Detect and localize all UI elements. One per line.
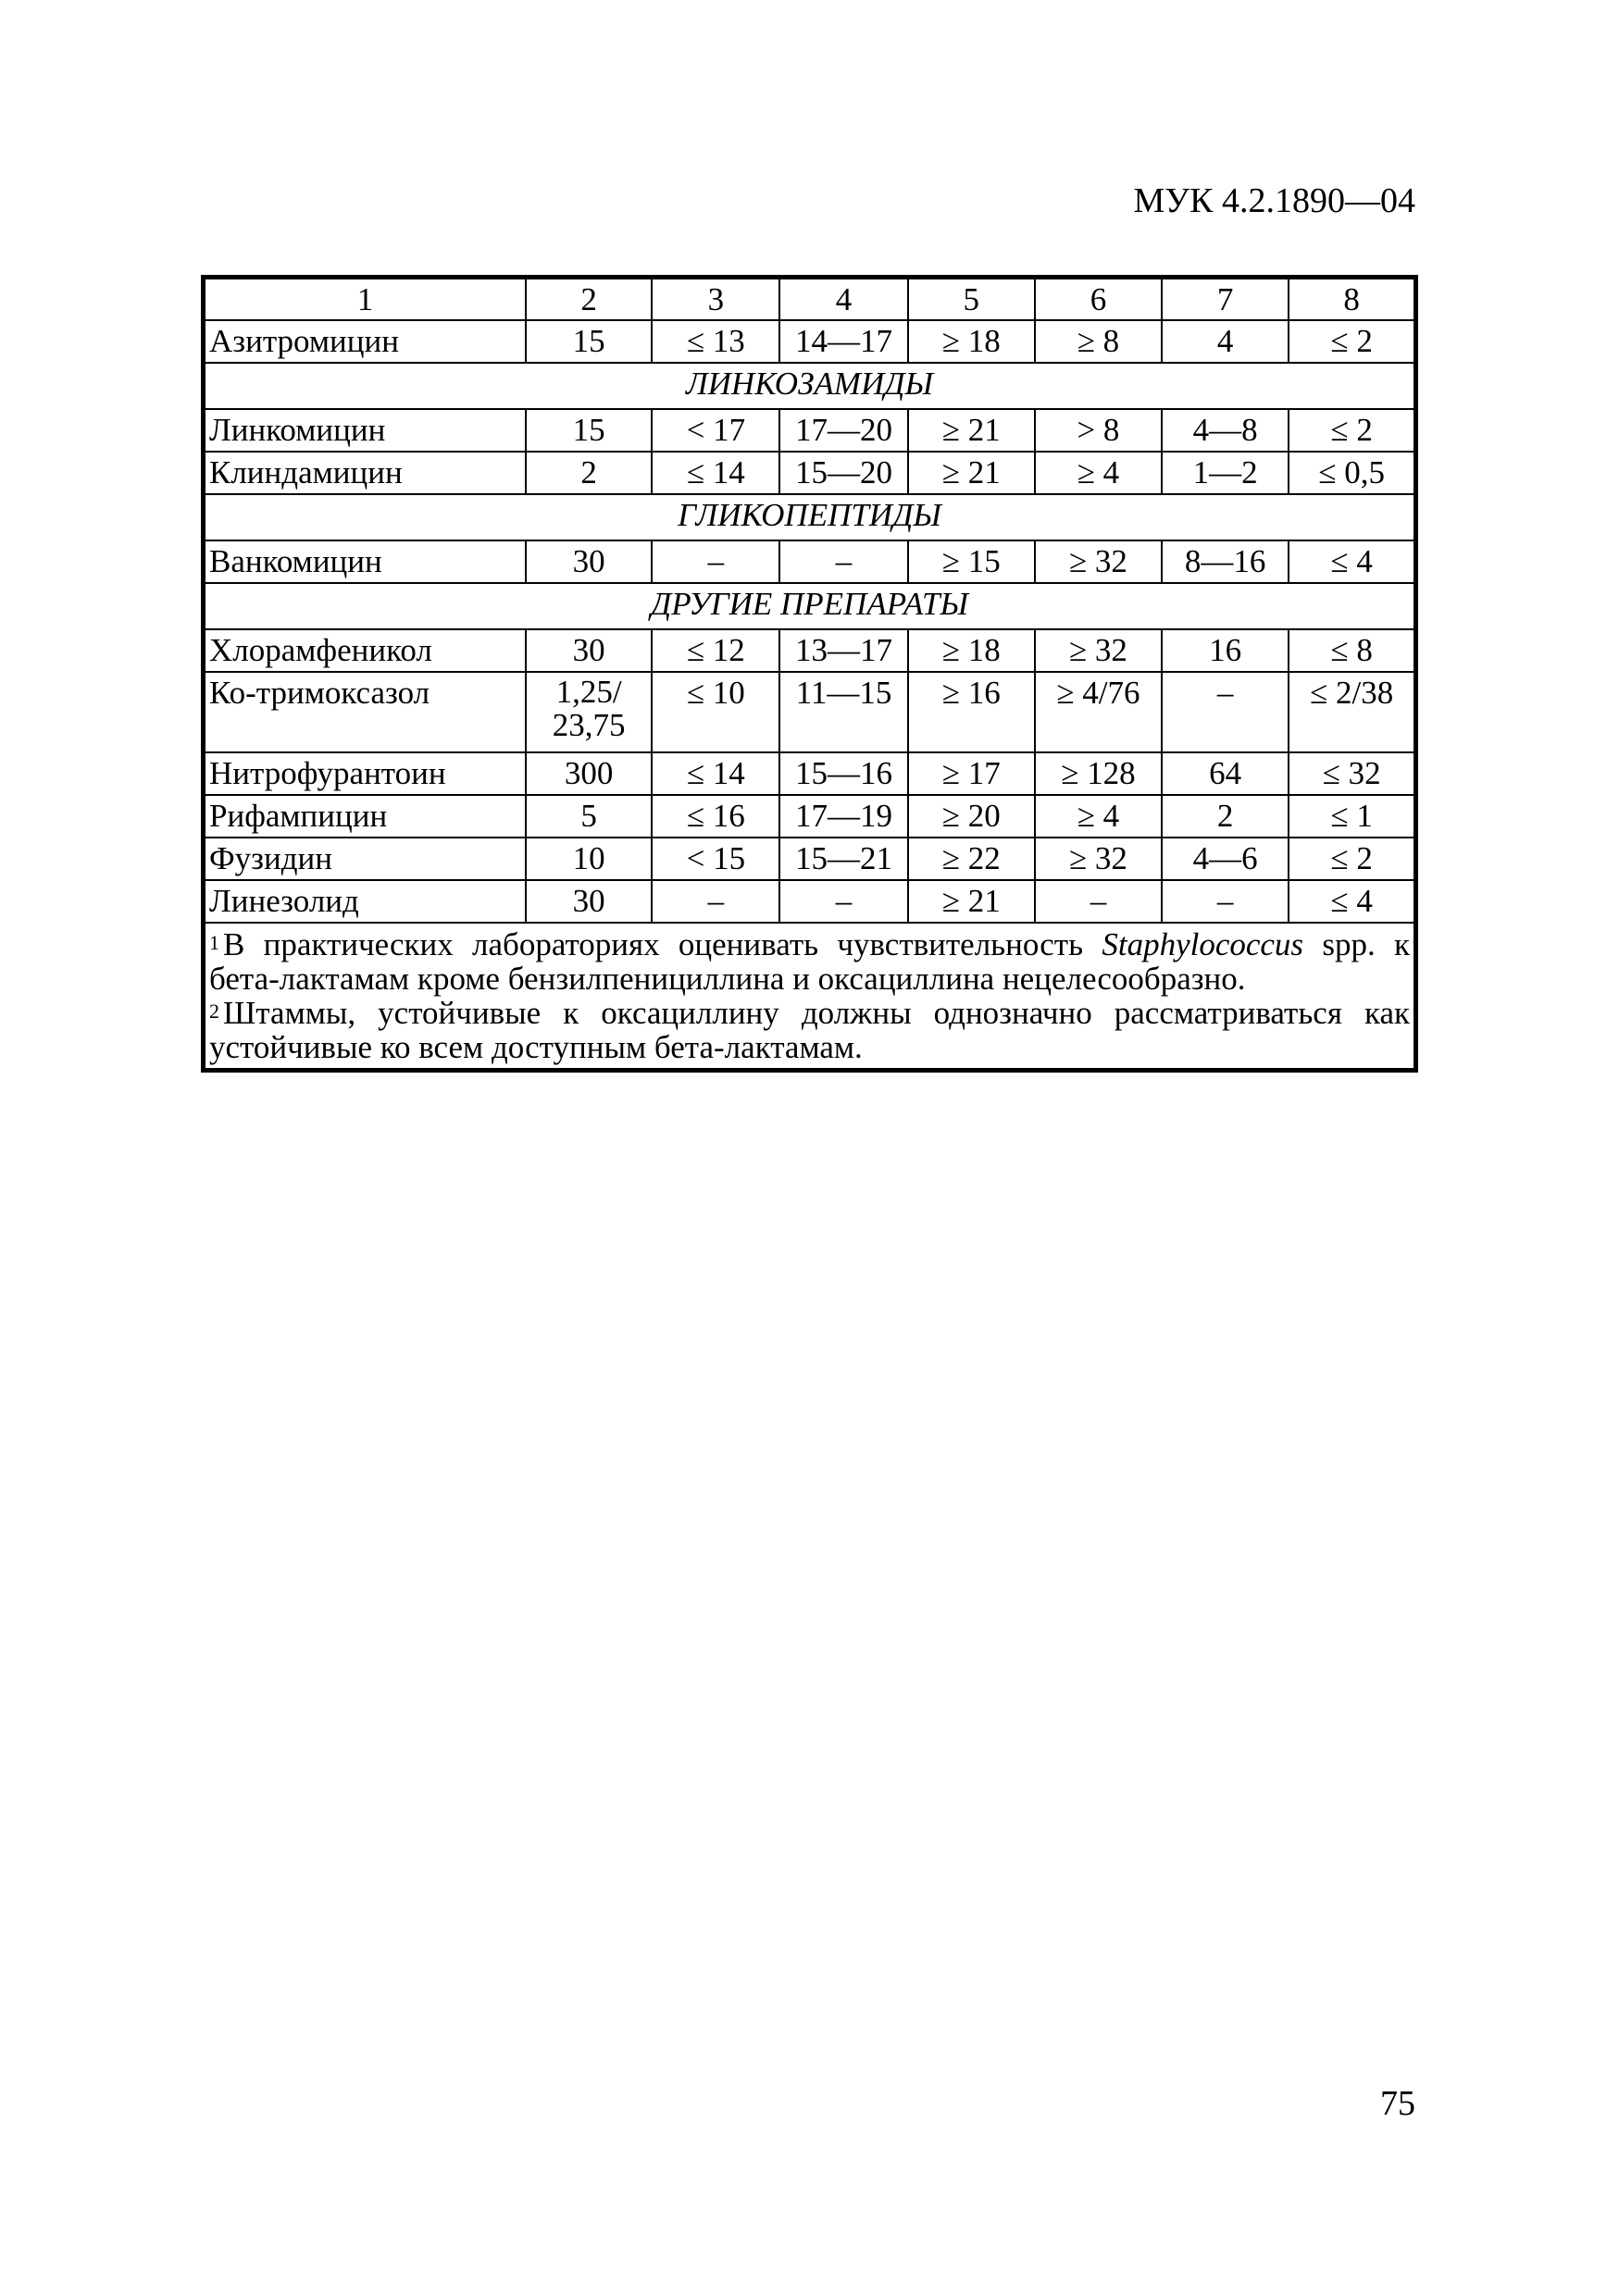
table-cell: ≥ 15 bbox=[908, 540, 1035, 583]
group-header-row bbox=[204, 494, 1416, 540]
table-cell: – bbox=[652, 880, 779, 923]
table-cell: 15 bbox=[526, 320, 652, 363]
drug-name: Азитромицин bbox=[204, 320, 527, 363]
table-row bbox=[204, 672, 1416, 752]
table-cell: 5 bbox=[526, 795, 652, 838]
table-cell: ≥ 128 bbox=[1035, 752, 1162, 795]
table-cell: ≥ 21 bbox=[908, 452, 1035, 494]
footnote-text: В практических лабораториях оценивать чувствительность bbox=[223, 925, 1084, 962]
column-number: 6 bbox=[1035, 278, 1162, 320]
table-cell: ≥ 4/76 bbox=[1035, 672, 1162, 752]
drug-name: Хлорамфеникол bbox=[204, 629, 527, 672]
table-cell: ≥ 4 bbox=[1035, 795, 1162, 838]
group-header-glycopeptides: ГЛИКОПЕПТИДЫ bbox=[204, 494, 1416, 540]
table-cell: 2 bbox=[1162, 795, 1289, 838]
table-cell: 30 bbox=[526, 880, 652, 923]
table-cell: ≥ 17 bbox=[908, 752, 1035, 795]
table-cell: 4—6 bbox=[1162, 838, 1289, 880]
footnote-mark: 1 bbox=[209, 930, 219, 954]
table-cell: 16 bbox=[1162, 629, 1289, 672]
table-cell: ≤ 4 bbox=[1289, 540, 1415, 583]
table-cell: < 15 bbox=[652, 838, 779, 880]
table-cell: ≤ 1 bbox=[1289, 795, 1415, 838]
table-cell: ≥ 32 bbox=[1035, 838, 1162, 880]
table-cell: 15—21 bbox=[779, 838, 907, 880]
table-cell: 300 bbox=[526, 752, 652, 795]
table-row bbox=[204, 629, 1416, 672]
table-cell: ≥ 4 bbox=[1035, 452, 1162, 494]
dose-line: 23,75 bbox=[552, 706, 626, 743]
table-row bbox=[204, 795, 1416, 838]
group-header-other-drugs: ДРУГИЕ ПРЕПАРАТЫ bbox=[204, 583, 1416, 629]
column-number: 3 bbox=[652, 278, 779, 320]
table-row bbox=[204, 540, 1416, 583]
column-number: 4 bbox=[779, 278, 907, 320]
drug-name: Линезолид bbox=[204, 880, 527, 923]
table-cell: ≤ 4 bbox=[1289, 880, 1415, 923]
drug-name: Ко-тримоксазол bbox=[204, 672, 527, 752]
table-cell: 2 bbox=[526, 452, 652, 494]
table-cell: 4—8 bbox=[1162, 409, 1289, 452]
footnote-2 bbox=[209, 996, 1410, 1064]
dose-line: 1,25/ bbox=[555, 673, 622, 710]
table-footnotes bbox=[204, 923, 1416, 1071]
drug-name: Рифампицин bbox=[204, 795, 527, 838]
table-cell bbox=[526, 672, 652, 752]
table-cell: – bbox=[1162, 672, 1289, 752]
table-cell: > 8 bbox=[1035, 409, 1162, 452]
table-row bbox=[204, 409, 1416, 452]
table-cell: 17—19 bbox=[779, 795, 907, 838]
group-header-row bbox=[204, 363, 1416, 409]
column-number: 7 bbox=[1162, 278, 1289, 320]
column-number: 8 bbox=[1289, 278, 1415, 320]
table-cell: ≤ 8 bbox=[1289, 629, 1415, 672]
table-cell: ≥ 20 bbox=[908, 795, 1035, 838]
table-cell: < 17 bbox=[652, 409, 779, 452]
table-cell: – bbox=[779, 880, 907, 923]
table-cell: ≤ 16 bbox=[652, 795, 779, 838]
table-cell: ≤ 32 bbox=[1289, 752, 1415, 795]
drug-name: Нитрофурантоин bbox=[204, 752, 527, 795]
table-cell: 64 bbox=[1162, 752, 1289, 795]
footnotes-row bbox=[204, 923, 1416, 1071]
drug-name: Клиндамицин bbox=[204, 452, 527, 494]
table-cell: 15—16 bbox=[779, 752, 907, 795]
table-cell: 17—20 bbox=[779, 409, 907, 452]
table-cell: 10 bbox=[526, 838, 652, 880]
table-cell: 30 bbox=[526, 540, 652, 583]
group-header-row bbox=[204, 583, 1416, 629]
table-cell: ≤ 14 bbox=[652, 752, 779, 795]
table-cell: 8—16 bbox=[1162, 540, 1289, 583]
table-cell: ≤ 0,5 bbox=[1289, 452, 1415, 494]
table-cell: 11—15 bbox=[779, 672, 907, 752]
footnote-italic-term: Staphylococcus bbox=[1102, 925, 1304, 962]
table-row bbox=[204, 752, 1416, 795]
table-row bbox=[204, 880, 1416, 923]
drug-name: Линкомицин bbox=[204, 409, 527, 452]
table-cell: ≤ 14 bbox=[652, 452, 779, 494]
footnote-text: spp. к бета-лактамам кроме бензилпенициллина и оксациллина нецелесообразно. bbox=[209, 925, 1411, 997]
table-cell: 4 bbox=[1162, 320, 1289, 363]
table-cell: ≥ 18 bbox=[908, 629, 1035, 672]
document-code: МУК 4.2.1890—04 bbox=[1133, 181, 1415, 220]
table-cell: 1—2 bbox=[1162, 452, 1289, 494]
table-cell: – bbox=[652, 540, 779, 583]
table-cell: ≤ 13 bbox=[652, 320, 779, 363]
column-number: 1 bbox=[204, 278, 527, 320]
table-cell: ≤ 12 bbox=[652, 629, 779, 672]
table-cell: ≤ 2 bbox=[1289, 409, 1415, 452]
table-cell: 13—17 bbox=[779, 629, 907, 672]
table-cell: ≥ 21 bbox=[908, 409, 1035, 452]
table-cell: 30 bbox=[526, 629, 652, 672]
page-number: 75 bbox=[1380, 2084, 1415, 2123]
table-cell: ≥ 32 bbox=[1035, 540, 1162, 583]
table-cell: ≥ 18 bbox=[908, 320, 1035, 363]
table-cell: 15—20 bbox=[779, 452, 907, 494]
table-cell: ≥ 32 bbox=[1035, 629, 1162, 672]
footnote-mark: 2 bbox=[209, 999, 219, 1023]
table-cell: ≥ 22 bbox=[908, 838, 1035, 880]
column-number: 5 bbox=[908, 278, 1035, 320]
column-number: 2 bbox=[526, 278, 652, 320]
table-cell: ≤ 2/38 bbox=[1289, 672, 1415, 752]
table-row bbox=[204, 838, 1416, 880]
footnote-text: Штаммы, устойчивые к оксациллину должны однозначно рассматриваться как устойчивые ко всем доступным бета-лактамам. bbox=[209, 994, 1410, 1065]
table-cell: ≤ 10 bbox=[652, 672, 779, 752]
table-cell: ≥ 21 bbox=[908, 880, 1035, 923]
susceptibility-table bbox=[201, 275, 1418, 1073]
table-cell: – bbox=[1035, 880, 1162, 923]
table-row bbox=[204, 320, 1416, 363]
table-cell: ≤ 2 bbox=[1289, 320, 1415, 363]
drug-name: Фузидин bbox=[204, 838, 527, 880]
group-header-lincosamides: ЛИНКОЗАМИДЫ bbox=[204, 363, 1416, 409]
table-cell: ≥ 16 bbox=[908, 672, 1035, 752]
table-cell: ≥ 8 bbox=[1035, 320, 1162, 363]
table-row bbox=[204, 452, 1416, 494]
column-number-row bbox=[204, 278, 1416, 320]
drug-name: Ванкомицин bbox=[204, 540, 527, 583]
table-cell: – bbox=[779, 540, 907, 583]
footnote-1 bbox=[209, 927, 1410, 996]
table-cell: ≤ 2 bbox=[1289, 838, 1415, 880]
table-cell: 14—17 bbox=[779, 320, 907, 363]
table-cell: 15 bbox=[526, 409, 652, 452]
table-cell: – bbox=[1162, 880, 1289, 923]
